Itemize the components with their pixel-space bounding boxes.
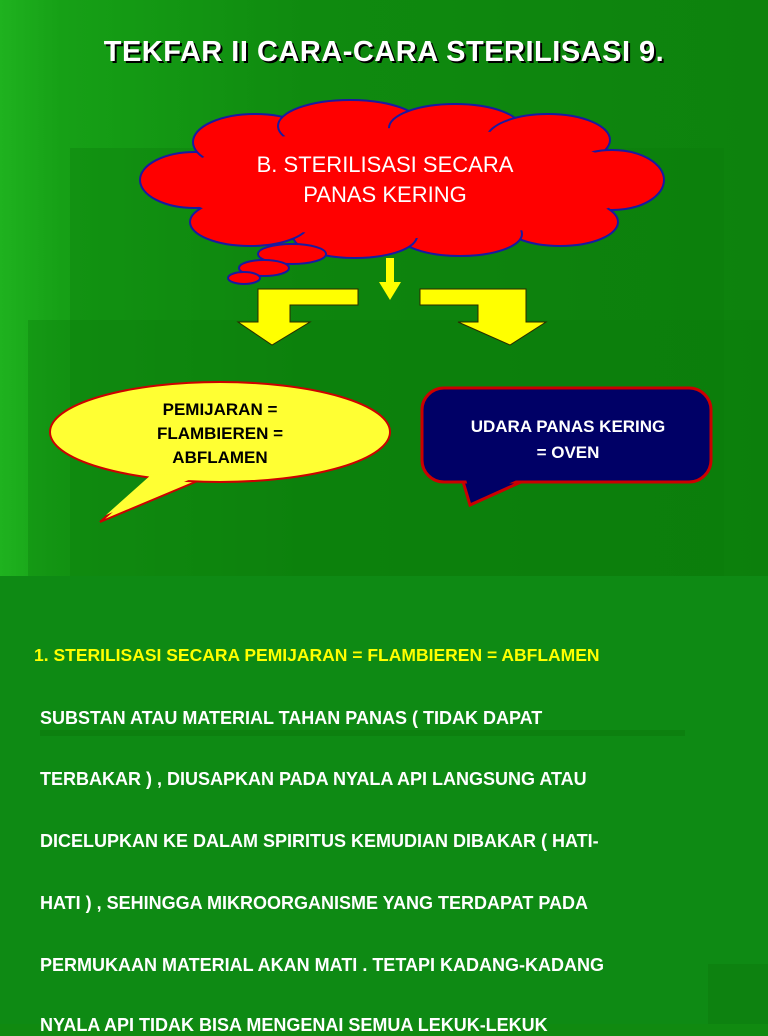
bent-arrow-right-icon	[420, 289, 546, 345]
navy-bubble-label	[428, 414, 708, 466]
slide-title: TEKFAR II CARA-CARA STERILISASI 9.	[103, 36, 665, 68]
yellow-bubble-line: ABFLAMEN	[172, 448, 268, 467]
down-arrow-icon	[379, 258, 401, 300]
navy-bubble-line: = OVEN	[536, 443, 600, 462]
yellow-bubble-line: FLAMBIEREN =	[156, 424, 284, 443]
paragraph-line: HATI ) , SEHINGGA MIKROORGANISME YANG TERDAPAT PADA	[40, 893, 589, 913]
bent-arrow-left-icon	[238, 289, 358, 345]
yellow-bubble-line: PEMIJARAN =	[162, 400, 278, 419]
cloud-label-line: B. STERILISASI SECARA	[256, 152, 514, 177]
paragraph-line: SUBSTAN ATAU MATERIAL TAHAN PANAS ( TIDAK DAPAT	[40, 708, 543, 728]
cloud-label	[200, 150, 570, 210]
navy-bubble-line: UDARA PANAS KERING	[470, 417, 666, 436]
section-heading: 1. STERILISASI SECARA PEMIJARAN = FLAMBIEREN = ABFLAMEN	[34, 645, 600, 665]
paragraph-line: NYALA API TIDAK BISA MENGENAI SEMUA LEKUK-LEKUK	[40, 1015, 548, 1035]
cloud-label-line: PANAS KERING	[303, 182, 467, 207]
paragraph-line: PERMUKAAN MATERIAL AKAN MATI . TETAPI KADANG-KADANG	[40, 955, 604, 975]
cloud-tail-bubbles	[228, 244, 326, 284]
yellow-bubble-label	[120, 398, 320, 470]
paragraph-line: DICELUPKAN KE DALAM SPIRITUS KEMUDIAN DIBAKAR ( HATI-	[40, 831, 599, 851]
paragraph-line: TERBAKAR ) , DIUSAPKAN PADA NYALA API LANGSUNG ATAU	[40, 769, 587, 789]
